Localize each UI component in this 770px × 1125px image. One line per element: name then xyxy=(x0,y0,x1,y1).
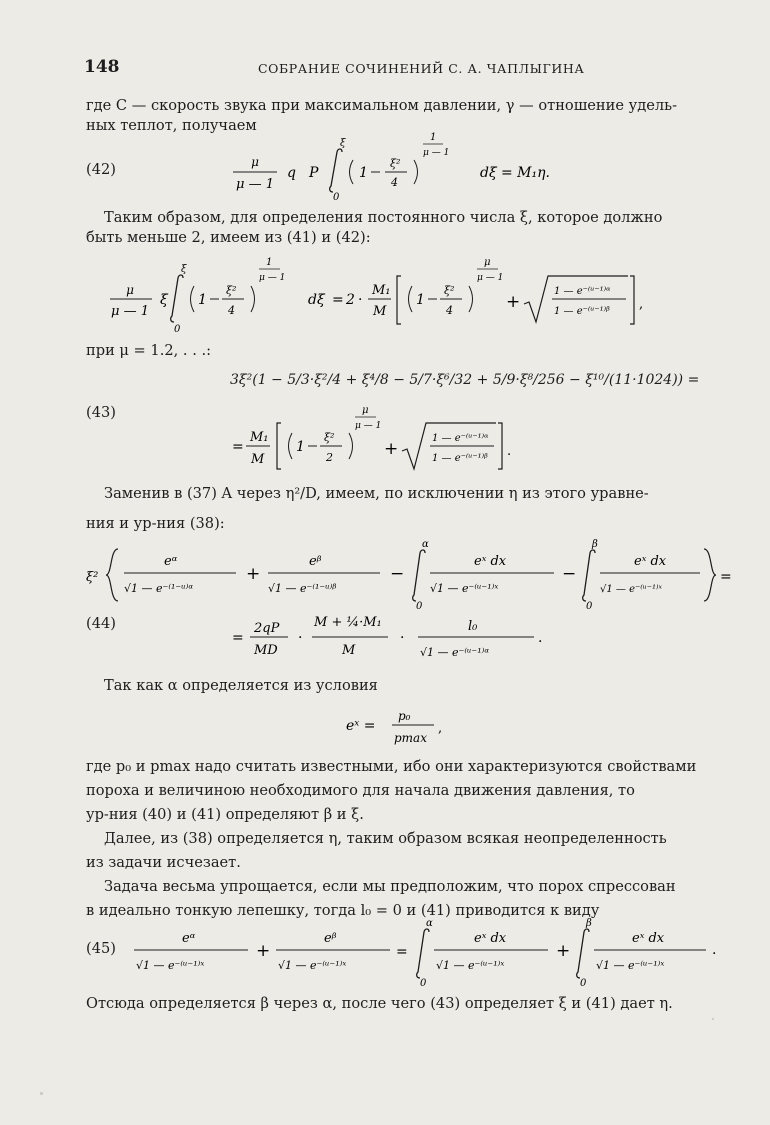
svg-text:0: 0 xyxy=(174,324,181,334)
svg-text:eᵝ: eᵝ xyxy=(309,554,322,569)
text-line: Таким образом, для определения постоянного числа ξ, которое должно xyxy=(104,209,663,226)
svg-text:.: . xyxy=(712,942,717,958)
text-line: Отсюда определяется β через α, после чего (43) определяет ξ и (41) дает η. xyxy=(86,995,673,1012)
svg-text:ξ²: ξ² xyxy=(226,284,237,297)
svg-text:eᵝ: eᵝ xyxy=(324,931,337,946)
equation-45 xyxy=(128,918,728,988)
svg-text:μ: μ xyxy=(126,283,134,297)
svg-text:√1 — e⁻⁽ᵘ⁻¹⁾ˣ: √1 — e⁻⁽ᵘ⁻¹⁾ˣ xyxy=(430,582,499,595)
svg-text:+: + xyxy=(384,439,399,459)
svg-text:MD: MD xyxy=(254,643,278,658)
svg-text:=: = xyxy=(396,944,408,960)
series-expansion: 3ξ²(1 − 5/3·ξ²/4 + ξ⁴/8 − 5/7·ξ⁶/32 + 5/9·ξ⁸/256 − ξ¹⁰/(11·1024)) = xyxy=(230,372,700,388)
svg-text:+: + xyxy=(556,941,571,961)
svg-text:√1 — e⁻⁽ᵘ⁻¹⁾ᵅ: √1 — e⁻⁽ᵘ⁻¹⁾ᵅ xyxy=(420,646,490,659)
svg-text:μ — 1: μ — 1 xyxy=(423,148,450,158)
svg-text:=: = xyxy=(332,292,344,308)
svg-text:P: P xyxy=(309,165,319,181)
svg-text:4: 4 xyxy=(446,304,453,317)
page-number: 148 xyxy=(84,57,120,77)
svg-text:·: · xyxy=(358,292,363,308)
svg-text:ξ: ξ xyxy=(340,138,346,149)
equation-label: (42) xyxy=(86,161,116,178)
text-line: при μ = 1.2, . . .: xyxy=(86,342,212,359)
text-line: из задачи исчезает. xyxy=(86,854,241,871)
svg-text:= M₁η.: = M₁η. xyxy=(501,165,550,181)
svg-text:·: · xyxy=(400,630,405,646)
svg-text:√1 — e⁻⁽ᵘ⁻¹⁾ˣ: √1 — e⁻⁽ᵘ⁻¹⁾ˣ xyxy=(278,959,347,972)
svg-text:√1 — e⁻⁽¹⁻ᵘ⁾ᵝ: √1 — e⁻⁽¹⁻ᵘ⁾ᵝ xyxy=(268,582,337,595)
svg-text:dξ: dξ xyxy=(480,165,497,181)
svg-text:ξ²: ξ² xyxy=(444,284,455,297)
svg-text:l₀: l₀ xyxy=(468,619,478,634)
svg-text:+: + xyxy=(506,292,521,312)
svg-text:√1 — e⁻⁽¹⁻ᵘ⁾ᵅ: √1 — e⁻⁽¹⁻ᵘ⁾ᵅ xyxy=(124,582,194,595)
svg-text:M + ¼·M₁: M + ¼·M₁ xyxy=(314,615,382,630)
svg-text:α: α xyxy=(426,918,433,929)
svg-text:eˣ dx: eˣ dx xyxy=(474,931,507,946)
equation-44-bottom xyxy=(228,600,628,666)
text-line: где p₀ и pmax надо считать известными, ибо они характеризуются свойствами xyxy=(86,758,697,775)
svg-text:1: 1 xyxy=(359,165,368,181)
text-line: ных теплот, получаем xyxy=(86,117,257,134)
svg-text:M₁: M₁ xyxy=(372,283,391,298)
svg-text:M: M xyxy=(251,452,265,467)
svg-text:eᵅ: eᵅ xyxy=(182,931,196,946)
mu: μ xyxy=(251,155,259,169)
text-line: Так как α определяется из условия xyxy=(104,677,378,694)
equation-label: (45) xyxy=(86,940,116,957)
svg-text:p₀: p₀ xyxy=(398,709,411,723)
scan-speck xyxy=(712,1018,714,1020)
svg-text:4: 4 xyxy=(228,304,235,317)
svg-text:+: + xyxy=(246,564,261,584)
svg-text:μ — 1: μ — 1 xyxy=(477,273,504,283)
svg-text:1: 1 xyxy=(416,292,425,308)
equation-44-top xyxy=(84,537,734,609)
running-title: СОБРАНИЕ СОЧИНЕНИЙ С. А. ЧАПЛЫГИНА xyxy=(258,61,585,76)
svg-text:ξ²: ξ² xyxy=(86,570,99,585)
svg-text:0: 0 xyxy=(586,601,593,609)
equation-label: (44) xyxy=(86,615,116,632)
svg-text:−: − xyxy=(390,564,405,584)
svg-text:μ — 1: μ — 1 xyxy=(111,304,149,319)
svg-text:2qP: 2qP xyxy=(254,621,280,636)
svg-text:√1 — e⁻⁽ᵘ⁻¹⁾ˣ: √1 — e⁻⁽ᵘ⁻¹⁾ˣ xyxy=(136,959,205,972)
svg-text:M: M xyxy=(342,643,356,658)
svg-text:α: α xyxy=(422,539,429,550)
svg-text:2: 2 xyxy=(346,292,355,308)
svg-text:μ — 1: μ — 1 xyxy=(236,177,274,192)
svg-text:1: 1 xyxy=(266,257,273,268)
svg-text:.: . xyxy=(507,444,512,459)
svg-text:μ — 1: μ — 1 xyxy=(259,273,286,283)
svg-text:μ: μ xyxy=(484,257,491,268)
svg-text:M₁: M₁ xyxy=(250,430,269,445)
svg-text:ξ: ξ xyxy=(181,264,187,275)
text-line: в идеально тонкую лепешку, тогда l₀ = 0 и (41) приводится к виду xyxy=(86,902,600,919)
text-line: где C — скорость звука при максимальном давлении, γ — отношение удель- xyxy=(86,97,678,114)
svg-text:=: = xyxy=(720,569,732,585)
text-line: ния и ур-ния (38): xyxy=(86,515,225,532)
text-line: Далее, из (38) определяется η, таким образом всякая неопределенность xyxy=(104,830,667,847)
svg-text:μ — 1: μ — 1 xyxy=(355,421,382,431)
svg-text:1 — e⁻⁽ᵘ⁻¹⁾ᵅ: 1 — e⁻⁽ᵘ⁻¹⁾ᵅ xyxy=(432,433,489,444)
svg-text:4: 4 xyxy=(391,176,398,189)
scan-speck xyxy=(40,1092,43,1095)
svg-text:eˣ dx: eˣ dx xyxy=(634,554,667,569)
svg-text:dξ: dξ xyxy=(308,292,325,308)
svg-text:0: 0 xyxy=(333,192,340,200)
text-line: Заменив в (37) A через η²/D, имеем, по исключении η из этого уравне- xyxy=(104,485,649,502)
svg-text:1 — e⁻⁽ᵘ⁻¹⁾ᵝ: 1 — e⁻⁽ᵘ⁻¹⁾ᵝ xyxy=(554,306,610,317)
equation-43 xyxy=(228,405,608,475)
text-line: пороха и величиною необходимого для начала движения давления, то xyxy=(86,782,635,799)
alpha-condition xyxy=(340,700,480,752)
svg-text:1: 1 xyxy=(430,132,437,143)
svg-text:1: 1 xyxy=(198,292,207,308)
svg-text:q: q xyxy=(287,165,296,181)
equation-xi xyxy=(108,252,708,334)
svg-text:ξ²: ξ² xyxy=(324,431,335,444)
svg-text:β: β xyxy=(586,918,592,929)
svg-text:ξ²: ξ² xyxy=(390,157,401,170)
svg-text:0: 0 xyxy=(416,601,423,609)
svg-text:−: − xyxy=(562,564,577,584)
text-line: ур-ния (40) и (41) определяют β и ξ. xyxy=(86,806,364,823)
svg-text:eˣ dx: eˣ dx xyxy=(632,931,665,946)
svg-text:0: 0 xyxy=(420,978,427,988)
svg-text:·: · xyxy=(298,630,303,646)
text-line: быть меньше 2, имеем из (41) и (42): xyxy=(86,229,371,246)
svg-text:eˣ =: eˣ = xyxy=(346,718,376,734)
svg-text:=: = xyxy=(232,630,244,646)
svg-text:eˣ dx: eˣ dx xyxy=(474,554,507,569)
svg-text:1 — e⁻⁽ᵘ⁻¹⁾ᵅ: 1 — e⁻⁽ᵘ⁻¹⁾ᵅ xyxy=(554,286,611,297)
svg-text:0: 0 xyxy=(580,978,587,988)
svg-text:ξ: ξ xyxy=(160,292,168,308)
svg-text:.: . xyxy=(538,630,543,646)
svg-text:+: + xyxy=(256,941,271,961)
svg-text:,: , xyxy=(438,721,443,736)
svg-text:M: M xyxy=(373,304,387,319)
svg-text:=: = xyxy=(232,439,244,455)
svg-text:2: 2 xyxy=(326,451,333,464)
svg-text:√1 — e⁻⁽ᵘ⁻¹⁾ˣ: √1 — e⁻⁽ᵘ⁻¹⁾ˣ xyxy=(596,959,665,972)
svg-text:eᵅ: eᵅ xyxy=(164,554,178,569)
svg-text:√1 — e⁻⁽ᵘ⁻¹⁾ˣ: √1 — e⁻⁽ᵘ⁻¹⁾ˣ xyxy=(600,584,663,595)
svg-text:√1 — e⁻⁽ᵘ⁻¹⁾ˣ: √1 — e⁻⁽ᵘ⁻¹⁾ˣ xyxy=(436,959,505,972)
svg-text:pmax: pmax xyxy=(394,731,427,745)
svg-text:μ: μ xyxy=(362,405,369,416)
svg-text:,: , xyxy=(639,297,644,312)
svg-text:β: β xyxy=(592,539,598,550)
svg-text:1: 1 xyxy=(296,439,305,455)
text-line: Задача весьма упрощается, если мы предположим, что порох спрессован xyxy=(104,878,676,895)
equation-42 xyxy=(225,130,555,200)
svg-text:1 — e⁻⁽ᵘ⁻¹⁾ᵝ: 1 — e⁻⁽ᵘ⁻¹⁾ᵝ xyxy=(432,453,488,464)
equation-label: (43) xyxy=(86,404,116,421)
